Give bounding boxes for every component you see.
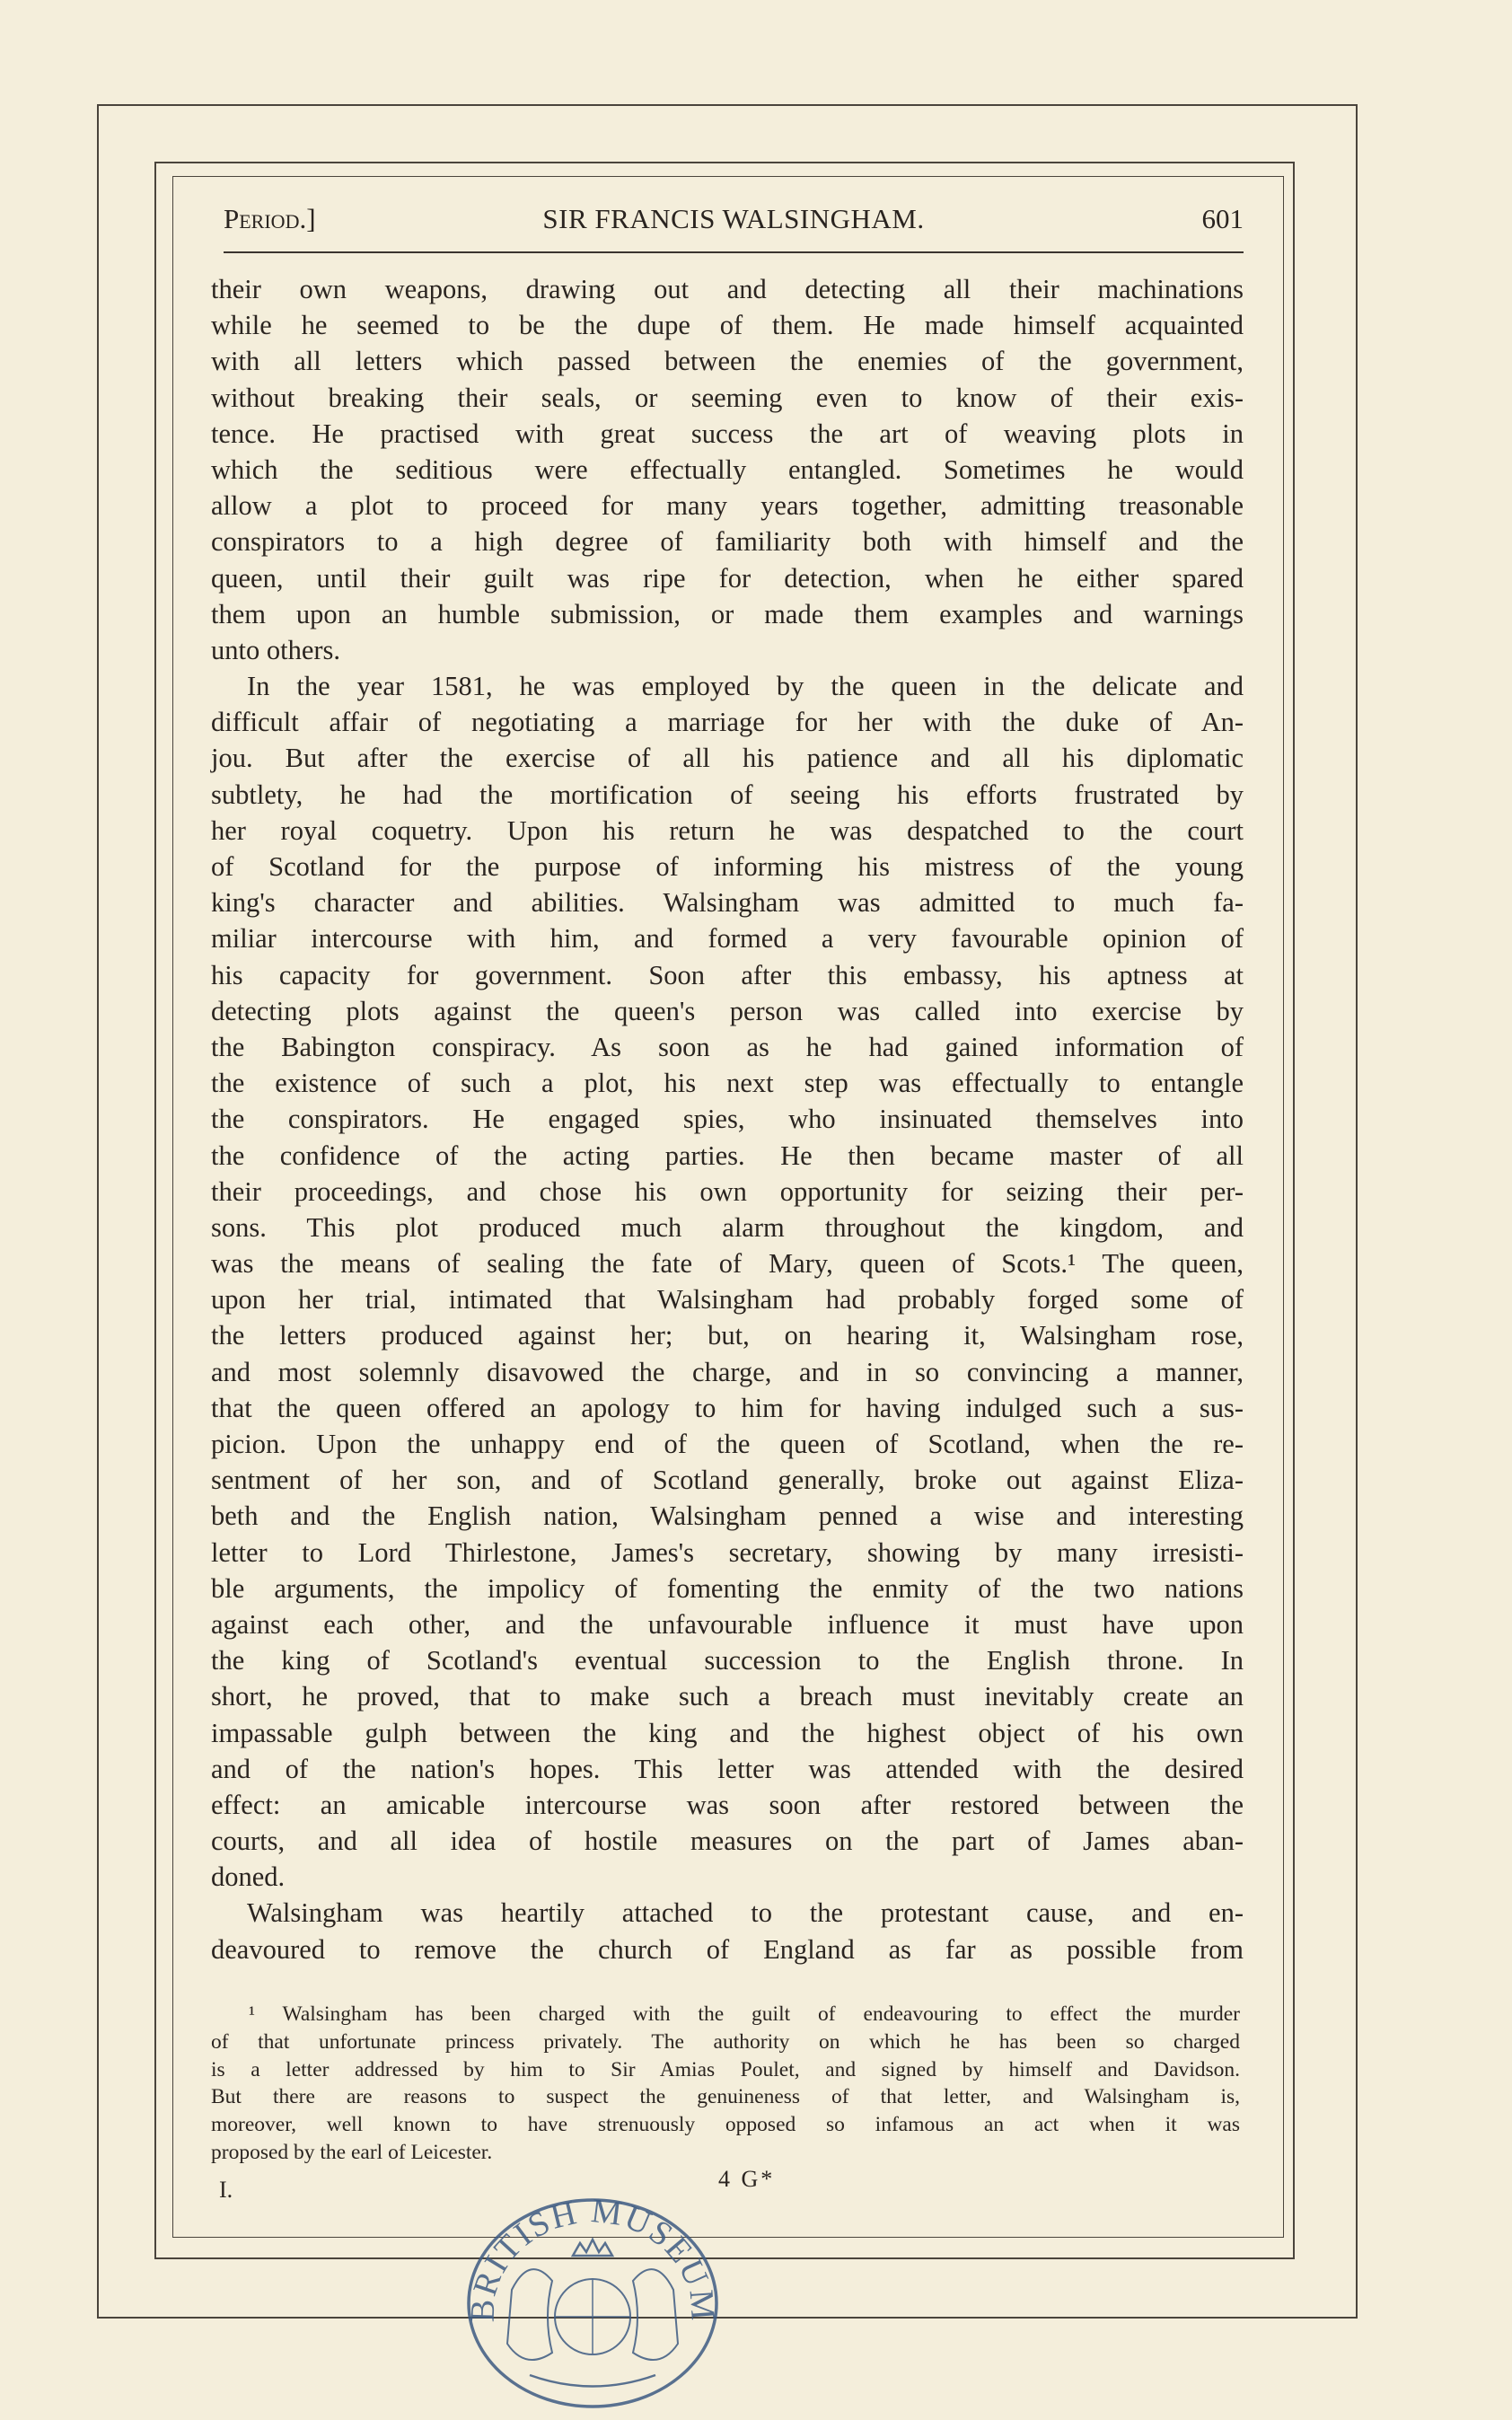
text-line: impassable gulph between the king and the highest object of his own bbox=[211, 1717, 1244, 1748]
text-line: while he seemed to be the dupe of them. He made himself acquainted bbox=[211, 310, 1244, 341]
text-line: unto others. bbox=[211, 634, 341, 665]
text-line: allow a plot to proceed for many years together, admitting treasonable bbox=[211, 490, 1244, 522]
text-line: doned. bbox=[211, 1861, 286, 1893]
stamp-crown-icon bbox=[573, 2240, 612, 2256]
text-line: picion. Upon the unhappy end of the queen of Scotland, when the re- bbox=[211, 1429, 1244, 1459]
volume-mark: I. bbox=[219, 2177, 233, 2203]
stamp-text: BRITISH MUSEUM bbox=[463, 2192, 722, 2324]
text-line: and most solemnly disavowed the charge, and in so convincing a manner, bbox=[211, 1356, 1244, 1387]
header-title: SIR FRANCIS WALSINGHAM. bbox=[542, 203, 925, 234]
footnote-line: ¹ Walsingham has been charged with the guilt of endeavouring to effect the murder bbox=[249, 2002, 1240, 2026]
text-line: short, he proved, that to make such a breach must inevitably create an bbox=[211, 1681, 1244, 1712]
text-line: In the year 1581, he was employed by the queen in the delicate and bbox=[247, 671, 1244, 702]
text-line: the conspirators. He engaged spies, who insinuated themselves into bbox=[211, 1104, 1244, 1135]
text-line: the king of Scotland's eventual succession to the English throne. In bbox=[211, 1645, 1244, 1676]
text-line: king's character and abilities. Walsingham was admitted to much fa- bbox=[211, 887, 1244, 919]
header-section-label: Period.] bbox=[224, 203, 316, 234]
body-text bbox=[211, 271, 1244, 1967]
paragraph bbox=[211, 271, 1244, 668]
text-line: without breaking their seals, or seeming even to know of their exis- bbox=[211, 382, 1244, 413]
text-line: the confidence of the acting parties. He then became master of all bbox=[211, 1140, 1244, 1171]
footnote-line: proposed by the earl of Leicester. bbox=[211, 2140, 493, 2164]
footnote bbox=[211, 2001, 1240, 2167]
running-header bbox=[224, 203, 1244, 239]
paragraph bbox=[211, 668, 1244, 1895]
text-line: their proceedings, and chose his own opportunity for seizing their per- bbox=[211, 1175, 1244, 1207]
text-line: the existence of such a plot, his next step was effectually to entangle bbox=[211, 1068, 1244, 1099]
text-line: effect: an amicable intercourse was soon after restored between the bbox=[211, 1789, 1244, 1820]
text-line: ble arguments, the impolicy of fomenting the enmity of the two nations bbox=[211, 1572, 1244, 1604]
paragraph bbox=[211, 1895, 1244, 1967]
text-line: subtlety, he had the mortification of seeing his efforts frustrated by bbox=[211, 779, 1244, 810]
text-line: of Scotland for the purpose of informing his mistress of the young bbox=[211, 851, 1244, 882]
text-line: upon her trial, intimated that Walsingham had probably forged some of bbox=[211, 1284, 1244, 1316]
text-line: detecting plots against the queen's person was called into exercise by bbox=[211, 995, 1244, 1026]
text-line: jou. But after the exercise of all his patience and all his diplomatic bbox=[211, 743, 1244, 774]
stamp-unicorn-icon bbox=[633, 2269, 678, 2360]
text-line: miliar intercourse with him, and formed a very favourable opinion of bbox=[211, 923, 1244, 955]
library-stamp bbox=[458, 2191, 727, 2416]
footnote-line: is a letter addressed by him to Sir Amias Poulet, and signed by himself and Davidson. bbox=[211, 2057, 1240, 2081]
text-line: letter to Lord Thirlestone, James's secretary, showing by many irresisti- bbox=[211, 1536, 1244, 1568]
text-line: them upon an humble submission, or made them examples and warnings bbox=[211, 598, 1244, 629]
text-line: deavoured to remove the church of England as far as possible from bbox=[211, 1933, 1244, 1965]
text-line: that the queen offered an apology to him for having indulged such a sus- bbox=[211, 1392, 1244, 1423]
text-line: was the means of sealing the fate of Mary, queen of Scots.¹ The queen, bbox=[211, 1248, 1244, 1280]
text-line: and of the nation's hopes. This letter was attended with the desired bbox=[211, 1753, 1244, 1784]
text-line: queen, until their guilt was ripe for detection, when he either spared bbox=[211, 562, 1244, 594]
text-line: tence. He practised with great success the art of weaving plots in bbox=[211, 418, 1244, 449]
text-line: with all letters which passed between the enemies of the government, bbox=[211, 346, 1244, 377]
text-line: sons. This plot produced much alarm throughout the kingdom, and bbox=[211, 1211, 1244, 1243]
text-line: sentment of her son, and of Scotland generally, broke out against Eliza- bbox=[211, 1465, 1244, 1496]
text-line: which the seditious were effectually entangled. Sometimes he would bbox=[211, 453, 1244, 485]
page-number: 601 bbox=[1201, 203, 1244, 234]
header-rule bbox=[224, 251, 1244, 253]
footnote-line: moreover, well known to have strenuously opposed so infamous an act when it was bbox=[211, 2113, 1240, 2137]
text-line: courts, and all idea of hostile measures on the part of James aban- bbox=[211, 1826, 1244, 1857]
text-line: their own weapons, drawing out and detecting all their machinations bbox=[211, 274, 1244, 304]
text-line: difficult affair of negotiating a marriage for her with the duke of An- bbox=[211, 707, 1244, 738]
text-line: the letters produced against her; but, on hearing it, Walsingham rose, bbox=[211, 1320, 1244, 1351]
text-line: conspirators to a high degree of familiarity both with himself and the bbox=[211, 526, 1244, 558]
text-line: beth and the English nation, Walsingham penned a wise and interesting bbox=[211, 1500, 1244, 1532]
footnote-line: of that unfortunate princess privately. The authority on which he has been so charged bbox=[211, 2029, 1240, 2054]
footnote-line: But there are reasons to suspect the genuineness of that letter, and Walsingham is, bbox=[211, 2085, 1240, 2109]
text-line: the Babington conspiracy. As soon as he had gained information of bbox=[211, 1031, 1244, 1062]
text-line: against each other, and the unfavourable influence it must have upon bbox=[211, 1608, 1244, 1640]
text-line: Walsingham was heartily attached to the protestant cause, and en- bbox=[247, 1897, 1244, 1929]
signature-mark: 4 G* bbox=[718, 2166, 776, 2192]
text-line: her royal coquetry. Upon his return he was despatched to the court bbox=[211, 814, 1244, 846]
text-line: his capacity for government. Soon after this embassy, his aptness at bbox=[211, 959, 1244, 990]
stamp-lion-icon bbox=[507, 2269, 552, 2360]
